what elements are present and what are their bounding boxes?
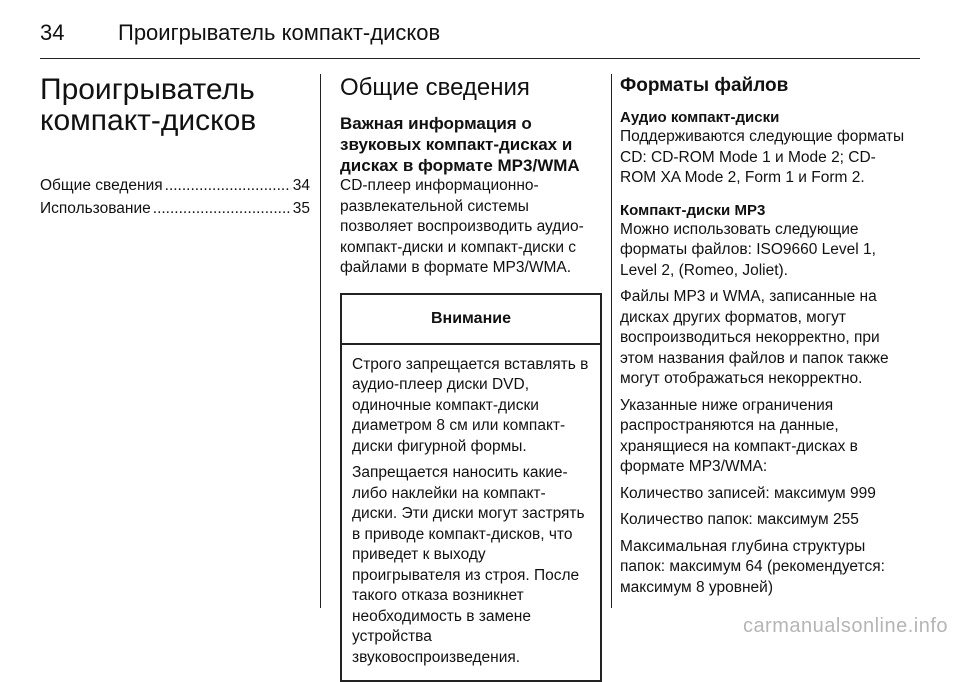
mp3-paragraph: Можно использовать следующие форматы файлов: ISO9660 Level 1, Level 2, (Romeo, Joliet). (620, 220, 910, 282)
notice-box (340, 293, 602, 682)
column-divider (611, 74, 612, 608)
toc-item-general[interactable] (40, 174, 310, 197)
mp3-paragraph: Максимальная глубина структуры папок: максимум 64 (рекомендуется: максимум 8 уровней) (620, 537, 910, 599)
formats-column (620, 74, 910, 604)
section-title: Общие сведения (340, 74, 602, 101)
subsection-title: Важная информация о звуковых компакт-дисках и дисках в формате MP3/WMA (340, 113, 602, 176)
chapter-title: Проигрыватель компакт-дисков (40, 74, 310, 136)
mp3-paragraph: Файлы MP3 и WMA, записанные на дисках других форматов, могут воспроизводиться некорректно, при этом названия файлов и папок также могут отображаться некорректно. (620, 287, 910, 390)
toc-label: Общие сведения (40, 174, 163, 197)
column-divider (320, 74, 321, 608)
audio-cd-text: Поддерживаются следующие форматы CD: CD-ROM Mode 1 и Mode 2; CD-ROM XA Mode 2, Form 1 и Form 2. (620, 127, 910, 189)
toc-page: 34 (293, 174, 310, 197)
toc-leader (153, 197, 291, 220)
toc-label: Использование (40, 197, 151, 220)
toc-page: 35 (293, 197, 310, 220)
running-title: Проигрыватель компакт-дисков (118, 20, 440, 46)
mp3-paragraph: Количество записей: максимум 999 (620, 484, 910, 505)
intro-paragraph: CD-плеер информационно-развлекательной системы позволяет воспроизводить аудио-компакт-диски и компакт-диски с файлами в формате MP3/WMA. (340, 176, 602, 279)
chapter-column (40, 74, 310, 220)
page-header (0, 0, 960, 60)
toc-item-usage[interactable] (40, 197, 310, 220)
audio-cd-heading: Аудио компакт-диски (620, 108, 910, 127)
notice-title: Внимание (342, 295, 600, 345)
table-of-contents (40, 174, 310, 220)
header-divider (40, 58, 920, 59)
notice-body (342, 345, 600, 681)
notice-paragraph: Строго запрещается вставлять в аудио-плеер диски DVD, одиночные компакт-диски диаметром 8 см или компакт-диски фигурной формы. (352, 355, 590, 458)
notice-paragraph: Запрещается наносить какие-либо наклейки на компакт-диски. Эти диски могут застрять в приводе компакт-дисков, что приведет к выходу проигрывателя из строя. После такого отказа возникнет необходимость в замене устройства звуковоспроизведения. (352, 463, 590, 668)
general-column (340, 74, 602, 682)
toc-leader (165, 174, 291, 197)
formats-title: Форматы файлов (620, 74, 910, 98)
watermark-text: carmanualsonline.info (743, 615, 948, 638)
mp3-heading: Компакт-диски MP3 (620, 201, 910, 220)
mp3-paragraph: Количество папок: максимум 255 (620, 510, 910, 531)
mp3-paragraph: Указанные ниже ограничения распространяются на данные, хранящиеся на компакт-дисках в формате MP3/WMA: (620, 396, 910, 478)
page-number: 34 (40, 20, 64, 46)
